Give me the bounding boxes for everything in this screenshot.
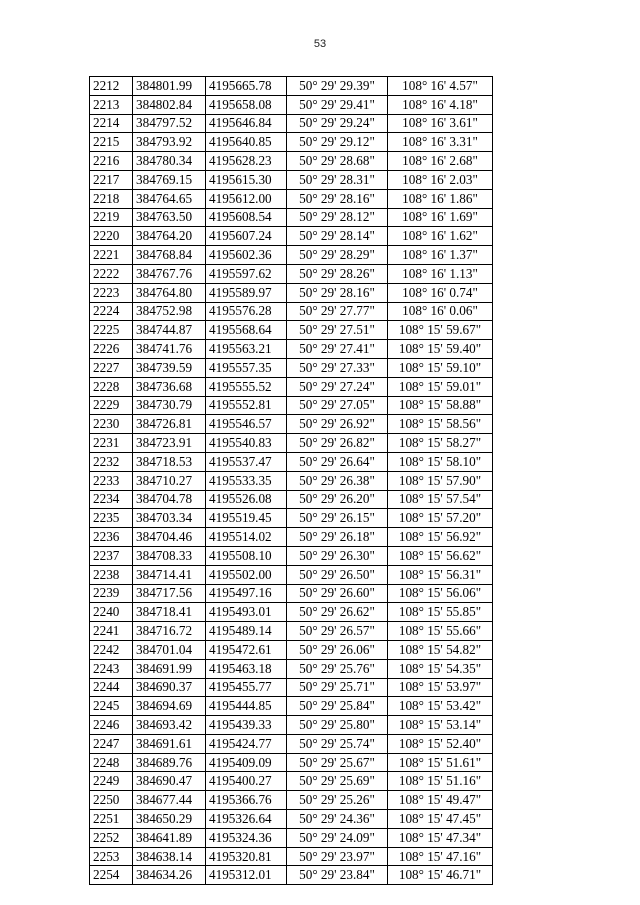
point-number-cell: 2247 [90,734,133,753]
longitude-cell: 108° 15' 59.10" [388,358,493,377]
latitude-cell: 50° 29' 28.14" [287,227,388,246]
x-coordinate-cell: 384730.79 [133,396,206,415]
latitude-cell: 50° 29' 29.39" [287,77,388,96]
point-number-cell: 2245 [90,697,133,716]
table-row [90,133,493,152]
table-row [90,396,493,415]
table-row [90,753,493,772]
longitude-cell: 108° 15' 56.31" [388,565,493,584]
longitude-cell: 108° 15' 57.54" [388,490,493,509]
longitude-cell: 108° 15' 54.82" [388,640,493,659]
table-row [90,471,493,490]
point-number-cell: 2213 [90,95,133,114]
x-coordinate-cell: 384716.72 [133,622,206,641]
x-coordinate-cell: 384769.15 [133,170,206,189]
point-number-cell: 2226 [90,340,133,359]
longitude-cell: 108° 15' 53.14" [388,716,493,735]
longitude-cell: 108° 16' 1.69" [388,208,493,227]
point-number-cell: 2219 [90,208,133,227]
point-number-cell: 2253 [90,847,133,866]
latitude-cell: 50° 29' 26.15" [287,509,388,528]
longitude-cell: 108° 15' 55.85" [388,603,493,622]
table-row [90,697,493,716]
table-row [90,170,493,189]
y-coordinate-cell: 4195658.08 [206,95,287,114]
x-coordinate-cell: 384690.47 [133,772,206,791]
point-number-cell: 2232 [90,452,133,471]
y-coordinate-cell: 4195502.00 [206,565,287,584]
longitude-cell: 108° 15' 57.90" [388,471,493,490]
x-coordinate-cell: 384650.29 [133,810,206,829]
latitude-cell: 50° 29' 29.12" [287,133,388,152]
y-coordinate-cell: 4195612.00 [206,189,287,208]
table-row [90,95,493,114]
y-coordinate-cell: 4195366.76 [206,791,287,810]
y-coordinate-cell: 4195424.77 [206,734,287,753]
x-coordinate-cell: 384764.65 [133,189,206,208]
longitude-cell: 108° 16' 0.74" [388,283,493,302]
table-row [90,716,493,735]
latitude-cell: 50° 29' 25.76" [287,659,388,678]
y-coordinate-cell: 4195320.81 [206,847,287,866]
x-coordinate-cell: 384634.26 [133,866,206,885]
latitude-cell: 50° 29' 27.77" [287,302,388,321]
x-coordinate-cell: 384744.87 [133,321,206,340]
latitude-cell: 50° 29' 27.33" [287,358,388,377]
longitude-cell: 108° 15' 56.92" [388,528,493,547]
latitude-cell: 50° 29' 27.05" [287,396,388,415]
longitude-cell: 108° 16' 2.68" [388,152,493,171]
latitude-cell: 50° 29' 26.18" [287,528,388,547]
x-coordinate-cell: 384641.89 [133,828,206,847]
latitude-cell: 50° 29' 25.69" [287,772,388,791]
x-coordinate-cell: 384714.41 [133,565,206,584]
x-coordinate-cell: 384717.56 [133,584,206,603]
longitude-cell: 108° 16' 3.61" [388,114,493,133]
point-number-cell: 2235 [90,509,133,528]
point-number-cell: 2231 [90,434,133,453]
y-coordinate-cell: 4195463.18 [206,659,287,678]
table-row [90,208,493,227]
longitude-cell: 108° 15' 49.47" [388,791,493,810]
x-coordinate-cell: 384767.76 [133,264,206,283]
longitude-cell: 108° 15' 47.16" [388,847,493,866]
table-row [90,528,493,547]
x-coordinate-cell: 384752.98 [133,302,206,321]
x-coordinate-cell: 384694.69 [133,697,206,716]
point-number-cell: 2238 [90,565,133,584]
point-number-cell: 2242 [90,640,133,659]
latitude-cell: 50° 29' 25.71" [287,678,388,697]
point-number-cell: 2228 [90,377,133,396]
longitude-cell: 108° 15' 47.34" [388,828,493,847]
y-coordinate-cell: 4195533.35 [206,471,287,490]
y-coordinate-cell: 4195628.23 [206,152,287,171]
table-row [90,659,493,678]
point-number-cell: 2223 [90,283,133,302]
x-coordinate-cell: 384718.41 [133,603,206,622]
longitude-cell: 108° 15' 58.88" [388,396,493,415]
y-coordinate-cell: 4195409.09 [206,753,287,772]
x-coordinate-cell: 384797.52 [133,114,206,133]
longitude-cell: 108° 16' 1.86" [388,189,493,208]
y-coordinate-cell: 4195555.52 [206,377,287,396]
table-row [90,546,493,565]
point-number-cell: 2248 [90,753,133,772]
longitude-cell: 108° 15' 59.01" [388,377,493,396]
longitude-cell: 108° 16' 0.06" [388,302,493,321]
point-number-cell: 2214 [90,114,133,133]
longitude-cell: 108° 15' 56.62" [388,546,493,565]
longitude-cell: 108° 15' 58.10" [388,452,493,471]
longitude-cell: 108° 15' 58.56" [388,415,493,434]
table-row [90,358,493,377]
page-number: 53 [313,38,327,50]
point-number-cell: 2236 [90,528,133,547]
x-coordinate-cell: 384764.80 [133,283,206,302]
y-coordinate-cell: 4195493.01 [206,603,287,622]
point-number-cell: 2229 [90,396,133,415]
x-coordinate-cell: 384690.37 [133,678,206,697]
longitude-cell: 108° 16' 3.31" [388,133,493,152]
y-coordinate-cell: 4195489.14 [206,622,287,641]
x-coordinate-cell: 384689.76 [133,753,206,772]
table-row [90,772,493,791]
point-number-cell: 2243 [90,659,133,678]
latitude-cell: 50° 29' 25.74" [287,734,388,753]
latitude-cell: 50° 29' 27.41" [287,340,388,359]
table-row [90,434,493,453]
table-row [90,490,493,509]
y-coordinate-cell: 4195589.97 [206,283,287,302]
point-number-cell: 2216 [90,152,133,171]
longitude-cell: 108° 15' 58.27" [388,434,493,453]
x-coordinate-cell: 384801.99 [133,77,206,96]
y-coordinate-cell: 4195615.30 [206,170,287,189]
y-coordinate-cell: 4195444.85 [206,697,287,716]
x-coordinate-cell: 384701.04 [133,640,206,659]
table-row [90,302,493,321]
y-coordinate-cell: 4195546.57 [206,415,287,434]
table-row [90,189,493,208]
latitude-cell: 50° 29' 26.60" [287,584,388,603]
x-coordinate-cell: 384677.44 [133,791,206,810]
x-coordinate-cell: 384739.59 [133,358,206,377]
point-number-cell: 2215 [90,133,133,152]
x-coordinate-cell: 384691.61 [133,734,206,753]
point-number-cell: 2249 [90,772,133,791]
y-coordinate-cell: 4195540.83 [206,434,287,453]
y-coordinate-cell: 4195400.27 [206,772,287,791]
longitude-cell: 108° 15' 53.42" [388,697,493,716]
x-coordinate-cell: 384704.46 [133,528,206,547]
x-coordinate-cell: 384723.91 [133,434,206,453]
latitude-cell: 50° 29' 28.26" [287,264,388,283]
point-number-cell: 2254 [90,866,133,885]
y-coordinate-cell: 4195439.33 [206,716,287,735]
table-row [90,246,493,265]
latitude-cell: 50° 29' 28.16" [287,283,388,302]
point-number-cell: 2220 [90,227,133,246]
latitude-cell: 50° 29' 28.12" [287,208,388,227]
latitude-cell: 50° 29' 23.84" [287,866,388,885]
latitude-cell: 50° 29' 26.06" [287,640,388,659]
longitude-cell: 108° 16' 1.62" [388,227,493,246]
longitude-cell: 108° 16' 4.18" [388,95,493,114]
longitude-cell: 108° 15' 55.66" [388,622,493,641]
x-coordinate-cell: 384736.68 [133,377,206,396]
y-coordinate-cell: 4195563.21 [206,340,287,359]
table-row [90,828,493,847]
y-coordinate-cell: 4195537.47 [206,452,287,471]
point-number-cell: 2252 [90,828,133,847]
longitude-cell: 108° 15' 46.71" [388,866,493,885]
latitude-cell: 50° 29' 25.67" [287,753,388,772]
point-number-cell: 2221 [90,246,133,265]
x-coordinate-cell: 384726.81 [133,415,206,434]
y-coordinate-cell: 4195324.36 [206,828,287,847]
longitude-cell: 108° 15' 52.40" [388,734,493,753]
table-row [90,584,493,603]
point-number-cell: 2212 [90,77,133,96]
latitude-cell: 50° 29' 29.24" [287,114,388,133]
latitude-cell: 50° 29' 27.24" [287,377,388,396]
table-row [90,77,493,96]
y-coordinate-cell: 4195607.24 [206,227,287,246]
latitude-cell: 50° 29' 28.68" [287,152,388,171]
latitude-cell: 50° 29' 27.51" [287,321,388,340]
point-number-cell: 2227 [90,358,133,377]
latitude-cell: 50° 29' 28.31" [287,170,388,189]
latitude-cell: 50° 29' 26.50" [287,565,388,584]
y-coordinate-cell: 4195597.62 [206,264,287,283]
point-number-cell: 2224 [90,302,133,321]
table-row [90,791,493,810]
y-coordinate-cell: 4195552.81 [206,396,287,415]
x-coordinate-cell: 384718.53 [133,452,206,471]
longitude-cell: 108° 15' 47.45" [388,810,493,829]
table-row [90,678,493,697]
latitude-cell: 50° 29' 26.64" [287,452,388,471]
y-coordinate-cell: 4195568.64 [206,321,287,340]
table-row [90,622,493,641]
x-coordinate-cell: 384708.33 [133,546,206,565]
table-row [90,603,493,622]
x-coordinate-cell: 384710.27 [133,471,206,490]
point-number-cell: 2240 [90,603,133,622]
point-number-cell: 2222 [90,264,133,283]
y-coordinate-cell: 4195312.01 [206,866,287,885]
longitude-cell: 108° 16' 1.37" [388,246,493,265]
x-coordinate-cell: 384638.14 [133,847,206,866]
latitude-cell: 50° 29' 26.20" [287,490,388,509]
longitude-cell: 108° 15' 57.20" [388,509,493,528]
y-coordinate-cell: 4195646.84 [206,114,287,133]
latitude-cell: 50° 29' 26.57" [287,622,388,641]
latitude-cell: 50° 29' 26.30" [287,546,388,565]
table-row [90,509,493,528]
y-coordinate-cell: 4195519.45 [206,509,287,528]
y-coordinate-cell: 4195455.77 [206,678,287,697]
table-row [90,734,493,753]
y-coordinate-cell: 4195514.02 [206,528,287,547]
y-coordinate-cell: 4195557.35 [206,358,287,377]
longitude-cell: 108° 15' 56.06" [388,584,493,603]
latitude-cell: 50° 29' 26.92" [287,415,388,434]
point-number-cell: 2239 [90,584,133,603]
table-row [90,340,493,359]
x-coordinate-cell: 384768.84 [133,246,206,265]
coordinates-table-body [90,77,493,885]
x-coordinate-cell: 384741.76 [133,340,206,359]
latitude-cell: 50° 29' 26.62" [287,603,388,622]
table-row [90,452,493,471]
latitude-cell: 50° 29' 24.09" [287,828,388,847]
longitude-cell: 108° 15' 59.40" [388,340,493,359]
y-coordinate-cell: 4195602.36 [206,246,287,265]
x-coordinate-cell: 384802.84 [133,95,206,114]
y-coordinate-cell: 4195497.16 [206,584,287,603]
y-coordinate-cell: 4195508.10 [206,546,287,565]
point-number-cell: 2234 [90,490,133,509]
table-row [90,640,493,659]
latitude-cell: 50° 29' 24.36" [287,810,388,829]
point-number-cell: 2225 [90,321,133,340]
y-coordinate-cell: 4195526.08 [206,490,287,509]
x-coordinate-cell: 384691.99 [133,659,206,678]
longitude-cell: 108° 15' 54.35" [388,659,493,678]
table-row [90,264,493,283]
longitude-cell: 108° 15' 59.67" [388,321,493,340]
latitude-cell: 50° 29' 25.26" [287,791,388,810]
point-number-cell: 2251 [90,810,133,829]
x-coordinate-cell: 384703.34 [133,509,206,528]
latitude-cell: 50° 29' 23.97" [287,847,388,866]
x-coordinate-cell: 384693.42 [133,716,206,735]
coordinates-table [89,76,493,885]
y-coordinate-cell: 4195576.28 [206,302,287,321]
longitude-cell: 108° 15' 51.61" [388,753,493,772]
point-number-cell: 2244 [90,678,133,697]
latitude-cell: 50° 29' 28.16" [287,189,388,208]
x-coordinate-cell: 384704.78 [133,490,206,509]
point-number-cell: 2218 [90,189,133,208]
table-row [90,415,493,434]
latitude-cell: 50° 29' 26.82" [287,434,388,453]
point-number-cell: 2237 [90,546,133,565]
point-number-cell: 2246 [90,716,133,735]
latitude-cell: 50° 29' 26.38" [287,471,388,490]
longitude-cell: 108° 16' 4.57" [388,77,493,96]
x-coordinate-cell: 384793.92 [133,133,206,152]
longitude-cell: 108° 16' 2.03" [388,170,493,189]
table-row [90,565,493,584]
longitude-cell: 108° 15' 53.97" [388,678,493,697]
latitude-cell: 50° 29' 28.29" [287,246,388,265]
point-number-cell: 2217 [90,170,133,189]
table-row [90,152,493,171]
x-coordinate-cell: 384764.20 [133,227,206,246]
point-number-cell: 2230 [90,415,133,434]
y-coordinate-cell: 4195326.64 [206,810,287,829]
x-coordinate-cell: 384780.34 [133,152,206,171]
latitude-cell: 50° 29' 25.80" [287,716,388,735]
longitude-cell: 108° 16' 1.13" [388,264,493,283]
y-coordinate-cell: 4195665.78 [206,77,287,96]
longitude-cell: 108° 15' 51.16" [388,772,493,791]
table-row [90,866,493,885]
y-coordinate-cell: 4195640.85 [206,133,287,152]
table-row [90,283,493,302]
x-coordinate-cell: 384763.50 [133,208,206,227]
latitude-cell: 50° 29' 29.41" [287,95,388,114]
table-row [90,810,493,829]
y-coordinate-cell: 4195472.61 [206,640,287,659]
point-number-cell: 2233 [90,471,133,490]
table-row [90,321,493,340]
y-coordinate-cell: 4195608.54 [206,208,287,227]
latitude-cell: 50° 29' 25.84" [287,697,388,716]
table-row [90,114,493,133]
table-row [90,847,493,866]
point-number-cell: 2241 [90,622,133,641]
table-row [90,377,493,396]
point-number-cell: 2250 [90,791,133,810]
table-row [90,227,493,246]
